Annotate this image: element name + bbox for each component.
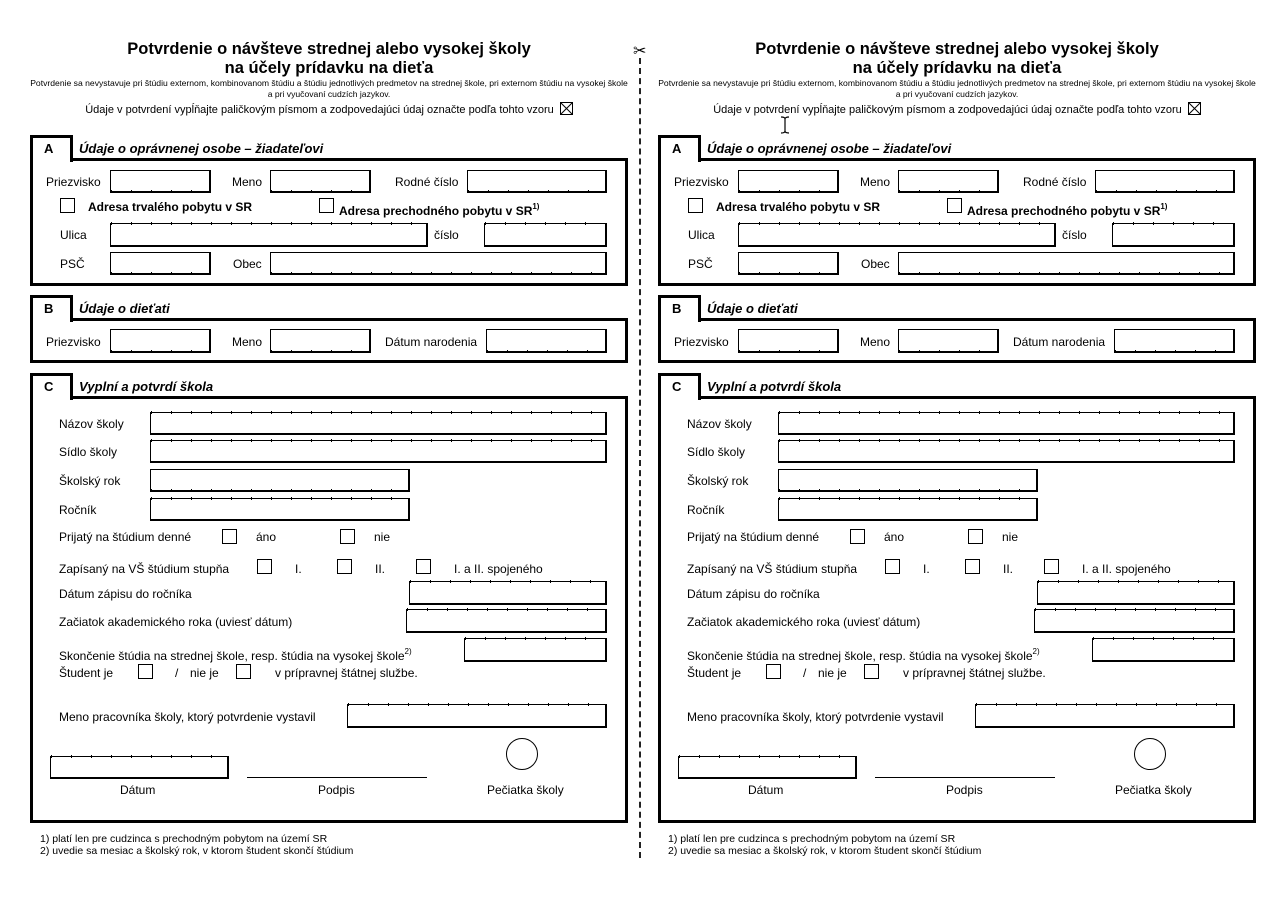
level-1-label: I. (923, 562, 930, 576)
instruction-text: Údaje v potvrdení vypĺňajte paličkovým písmom a zodpovedajúci údaj označte podľa tohto vzoru (85, 104, 554, 116)
municipality-label: Obec (861, 257, 890, 271)
child-surname-label: Priezvisko (46, 335, 101, 349)
applicant-name-label: Meno (860, 175, 891, 189)
yes-label: áno (256, 530, 277, 544)
child-name-field[interactable] (898, 329, 999, 353)
signature-label: Podpis (946, 783, 983, 797)
issuer-field[interactable] (347, 704, 607, 728)
scissors-icon: ✂ (633, 43, 647, 60)
level-2-checkbox[interactable] (965, 559, 980, 574)
grade-label: Ročník (59, 503, 97, 517)
stamp-label: Pečiatka školy (487, 783, 564, 797)
checked-box-icon (560, 102, 573, 115)
issuer-field[interactable] (975, 704, 1235, 728)
enrollment-date-label: Dátum zápisu do ročníka (59, 587, 192, 601)
academic-year-start-field[interactable] (1034, 609, 1235, 633)
house-number-field[interactable] (1112, 223, 1235, 247)
student-is-not-checkbox[interactable] (236, 664, 251, 679)
section-c-letter: C (44, 379, 54, 394)
level-1-and-2-checkbox[interactable] (416, 559, 431, 574)
form-note: Potvrdenie sa nevystavuje pri štúdiu externom, kombinovanom štúdiu a štúdiu jednotlivých predmetov na strednej škole, pri externom štúdiu na vysokej škole a pri vyučovaní cudzích jazykov. (658, 78, 1256, 99)
instruction-text: Údaje v potvrdení vypĺňajte paličkovým písmom a zodpovedajúci údaj označte podľa tohto vzoru (713, 104, 1182, 116)
stamp-label: Pečiatka školy (1115, 783, 1192, 797)
street-field[interactable] (738, 223, 1056, 247)
school-year-label: Školský rok (687, 474, 749, 488)
applicant-surname-field[interactable] (738, 170, 839, 193)
student-is-not-checkbox[interactable] (864, 664, 879, 679)
study-end-field[interactable] (1092, 638, 1235, 662)
birth-date-field[interactable] (486, 329, 607, 353)
form-instruction (658, 102, 1256, 117)
form-copy-right (658, 0, 1258, 870)
temporary-address-label: Adresa prechodného pobytu v SR$^{1)}$ (967, 202, 1168, 218)
study-end-label: Skončenie štúdia na strednej škole, resp. štúdia na vysokej škole$^{2)}$ (59, 647, 412, 663)
date-field[interactable] (50, 756, 229, 779)
child-surname-field[interactable] (110, 329, 211, 353)
section-b (30, 295, 628, 363)
study-end-label: Skončenie štúdia na strednej škole, resp. štúdia na vysokej škole$^{2)}$ (687, 647, 1040, 663)
daily-study-label: Prijatý na štúdium denné (59, 530, 192, 544)
house-number-label: číslo (1062, 228, 1087, 242)
temporary-address-label: Adresa prechodného pobytu v SR$^{1)}$ (339, 202, 540, 218)
date-field[interactable] (678, 756, 857, 779)
child-name-label: Meno (232, 335, 263, 349)
grade-field[interactable] (778, 498, 1038, 521)
footnote-2: 2) uvedie sa mesiac a školský rok, v ktorom študent skončí štúdium (40, 845, 354, 857)
slash-separator: / (803, 666, 807, 680)
text-cursor-icon (780, 116, 790, 134)
form-instruction (30, 102, 628, 117)
section-a-letter: A (672, 141, 682, 156)
is-not-label: nie je (818, 666, 847, 680)
university-level-label: Zapísaný na VŠ štúdium stupňa (687, 562, 858, 576)
checked-box-icon (1188, 102, 1201, 115)
child-surname-field[interactable] (738, 329, 839, 353)
street-field[interactable] (110, 223, 428, 247)
street-label: Ulica (60, 228, 87, 242)
school-seat-label: Sídlo školy (687, 445, 746, 459)
issuer-label: Meno pracovníka školy, ktorý potvrdenie vystavil (59, 710, 316, 724)
school-year-label: Školský rok (59, 474, 121, 488)
school-year-field[interactable] (150, 469, 410, 492)
municipality-label: Obec (233, 257, 262, 271)
form-title-line2: na účely prídavku na dieťa (224, 59, 434, 77)
municipality-field[interactable] (898, 252, 1235, 275)
issuer-label: Meno pracovníka školy, ktorý potvrdenie vystavil (687, 710, 944, 724)
applicant-name-label: Meno (232, 175, 263, 189)
student-is-label: Študent je (687, 666, 742, 680)
section-b (658, 295, 1256, 363)
signature-line[interactable] (247, 777, 427, 778)
section-a-title: Údaje o oprávnenej osobe – žiadateľovi (707, 141, 952, 156)
enrollment-date-field[interactable] (409, 581, 607, 605)
birth-date-label: Dátum narodenia (1013, 335, 1106, 349)
date-label: Dátum (748, 783, 784, 797)
municipality-field[interactable] (270, 252, 607, 275)
section-b-letter: B (672, 301, 682, 316)
postcode-field[interactable] (110, 252, 211, 275)
is-not-label: nie je (190, 666, 219, 680)
birth-number-field[interactable] (467, 170, 607, 193)
section-b-letter: B (44, 301, 54, 316)
level-1-and-2-label: I. a II. spojeného (454, 562, 543, 576)
applicant-surname-label: Priezvisko (46, 175, 101, 189)
slash-separator: / (175, 666, 179, 680)
stamp-circle-icon (1134, 738, 1166, 770)
academic-year-start-field[interactable] (406, 609, 607, 633)
section-c (30, 373, 628, 825)
temporary-address-checkbox[interactable] (319, 198, 334, 213)
footnote-ref-2: 2) (404, 647, 412, 656)
grade-field[interactable] (150, 498, 410, 521)
child-name-field[interactable] (270, 329, 371, 353)
school-seat-field[interactable] (150, 440, 607, 463)
applicant-name-field[interactable] (898, 170, 999, 193)
university-level-label: Zapísaný na VŠ štúdium stupňa (59, 562, 230, 576)
level-1-and-2-checkbox[interactable] (1044, 559, 1059, 574)
section-c (658, 373, 1256, 825)
temporary-address-checkbox[interactable] (947, 198, 962, 213)
section-a-letter: A (44, 141, 54, 156)
level-1-and-2-label: I. a II. spojeného (1082, 562, 1171, 576)
child-surname-label: Priezvisko (674, 335, 729, 349)
date-label: Dátum (120, 783, 156, 797)
level-1-checkbox[interactable] (885, 559, 900, 574)
house-number-field[interactable] (484, 223, 607, 247)
child-name-label: Meno (860, 335, 891, 349)
street-label: Ulica (688, 228, 715, 242)
section-a (30, 135, 628, 287)
yes-label: áno (884, 530, 905, 544)
academic-year-start-label: Začiatok akademického roka (uviesť dátum) (59, 615, 293, 629)
footnote-ref-2: 2) (1032, 647, 1040, 656)
form-copy-left (30, 0, 630, 870)
section-a (658, 135, 1256, 287)
permanent-address-checkbox[interactable] (688, 198, 703, 213)
school-name-field[interactable] (778, 412, 1235, 435)
school-seat-field[interactable] (778, 440, 1235, 463)
enrollment-date-field[interactable] (1037, 581, 1235, 605)
stamp-circle-icon (506, 738, 538, 770)
no-label: nie (1002, 530, 1019, 544)
school-name-field[interactable] (150, 412, 607, 435)
applicant-name-field[interactable] (270, 170, 371, 193)
birth-number-label: Rodné číslo (1023, 175, 1087, 189)
daily-study-no-checkbox[interactable] (968, 529, 983, 544)
birth-number-field[interactable] (1095, 170, 1235, 193)
school-year-field[interactable] (778, 469, 1038, 492)
civil-service-label: v prípravnej štátnej službe. (275, 666, 418, 680)
section-b-title: Údaje o dieťati (707, 301, 798, 316)
level-2-checkbox[interactable] (337, 559, 352, 574)
form-title-line1: Potvrdenie o návšteve strednej alebo vysokej školy (755, 40, 1159, 58)
birth-date-field[interactable] (1114, 329, 1235, 353)
footnote-1: 1) platí len pre cudzinca s prechodným pobytom na území SR (668, 833, 956, 845)
student-is-checkbox[interactable] (766, 664, 781, 679)
form-title-line1: Potvrdenie o návšteve strednej alebo vysokej školy (127, 40, 531, 58)
student-is-checkbox[interactable] (138, 664, 153, 679)
no-label: nie (374, 530, 391, 544)
postcode-label: PSČ (60, 257, 85, 271)
level-2-label: II. (375, 562, 386, 576)
applicant-surname-field[interactable] (110, 170, 211, 193)
enrollment-date-label: Dátum zápisu do ročníka (687, 587, 820, 601)
daily-study-label: Prijatý na štúdium denné (687, 530, 820, 544)
signature-label: Podpis (318, 783, 355, 797)
house-number-label: číslo (434, 228, 459, 242)
footnote-ref-1: 1) (1160, 202, 1168, 211)
study-end-field[interactable] (464, 638, 607, 662)
daily-study-no-checkbox[interactable] (340, 529, 355, 544)
school-name-label: Názov školy (687, 417, 752, 431)
footnote-2: 2) uvedie sa mesiac a školský rok, v ktorom študent skončí štúdium (668, 845, 982, 857)
cut-line (639, 58, 641, 858)
footnote-1: 1) platí len pre cudzinca s prechodným pobytom na území SR (40, 833, 328, 845)
birth-date-label: Dátum narodenia (385, 335, 478, 349)
signature-line[interactable] (875, 777, 1055, 778)
level-1-label: I. (295, 562, 302, 576)
grade-label: Ročník (687, 503, 725, 517)
section-b-title: Údaje o dieťati (79, 301, 170, 316)
daily-study-yes-checkbox[interactable] (222, 529, 237, 544)
level-1-checkbox[interactable] (257, 559, 272, 574)
postcode-label: PSČ (688, 257, 713, 271)
section-c-letter: C (672, 379, 682, 394)
postcode-field[interactable] (738, 252, 839, 275)
form-title-line2: na účely prídavku na dieťa (852, 59, 1062, 77)
section-c-title: Vyplní a potvrdí škola (79, 379, 214, 394)
birth-number-label: Rodné číslo (395, 175, 459, 189)
daily-study-yes-checkbox[interactable] (850, 529, 865, 544)
permanent-address-checkbox[interactable] (60, 198, 75, 213)
section-c-title: Vyplní a potvrdí škola (707, 379, 842, 394)
school-name-label: Názov školy (59, 417, 124, 431)
student-is-label: Študent je (59, 666, 114, 680)
level-2-label: II. (1003, 562, 1014, 576)
permanent-address-label: Adresa trvalého pobytu v SR (88, 200, 253, 214)
section-a-title: Údaje o oprávnenej osobe – žiadateľovi (79, 141, 324, 156)
form-note: Potvrdenie sa nevystavuje pri štúdiu externom, kombinovanom štúdiu a štúdiu jednotlivých predmetov na strednej škole, pri externom štúdiu na vysokej škole a pri vyučovaní cudzích jazykov. (30, 78, 628, 99)
school-seat-label: Sídlo školy (59, 445, 118, 459)
applicant-surname-label: Priezvisko (674, 175, 729, 189)
permanent-address-label: Adresa trvalého pobytu v SR (716, 200, 881, 214)
civil-service-label: v prípravnej štátnej službe. (903, 666, 1046, 680)
academic-year-start-label: Začiatok akademického roka (uviesť dátum) (687, 615, 921, 629)
footnote-ref-1: 1) (532, 202, 540, 211)
